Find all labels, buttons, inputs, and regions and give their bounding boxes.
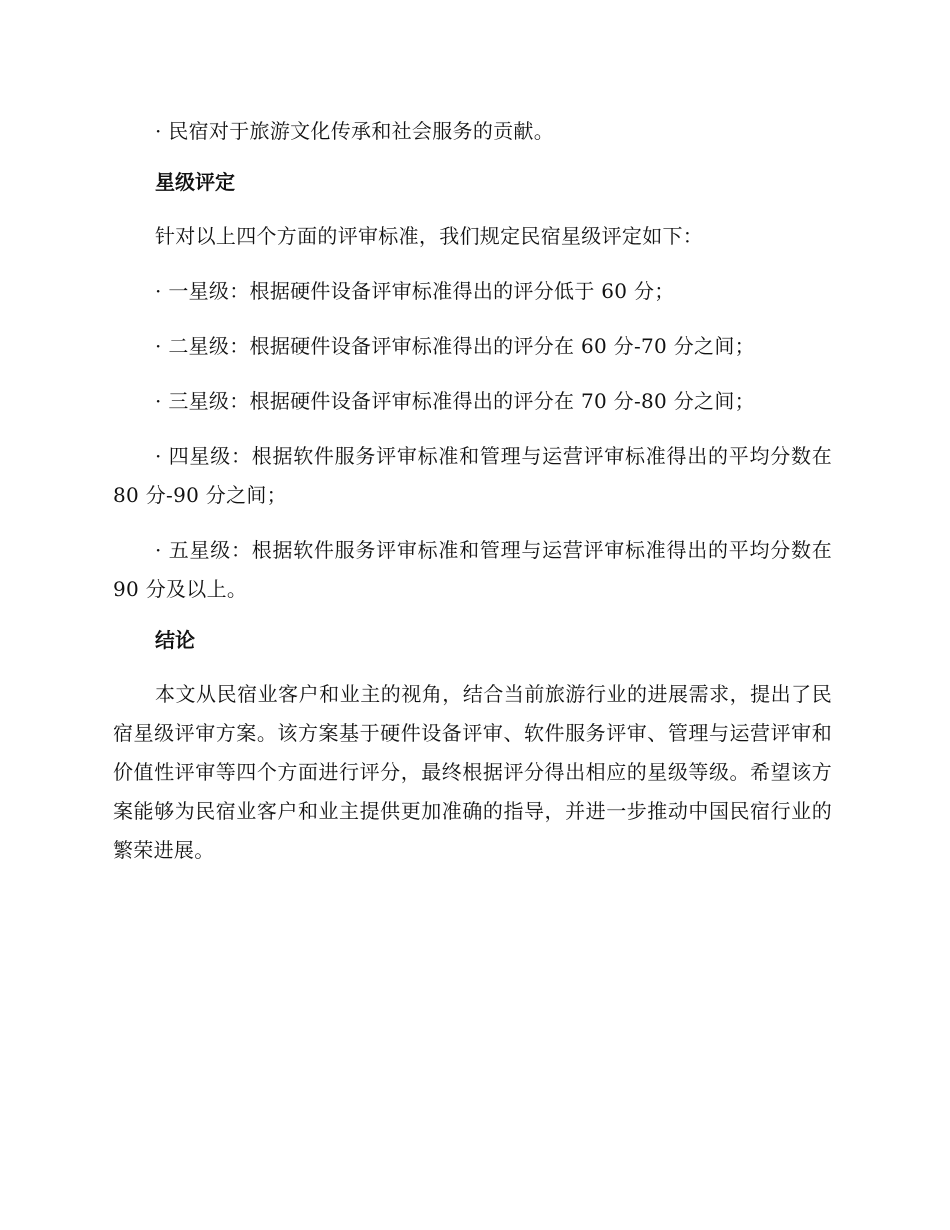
rating-item-one-star: · 一星级：根据硬件设备评审标准得出的评分低于 60 分； — [155, 279, 675, 303]
rating-item-four-star: · 四星级：根据软件服务评审标准和管理与运营评审标准得出的平均分数在 80 分-90 分之间； — [113, 444, 832, 507]
conclusion-body: 本文从民宿业客户和业主的视角，结合当前旅游行业的进展需求，提出了民宿星级评审方案。该方案基于硬件设备评审、软件服务评审、管理与运营评审和价值性评审等四个方面进行评分，最终根据评分得出相应的星级等级。希望该方案能够为民宿业客户和业主提供更加准确的指导，并进一步推动中国民宿行业的繁荣进展。 — [113, 682, 832, 862]
contribution-bullet: · 民宿对于旅游文化传承和社会服务的贡献。 — [155, 119, 555, 143]
rating-item-two-star: · 二星级：根据硬件设备评审标准得出的评分在 60 分-70 分之间； — [155, 334, 755, 358]
conclusion-heading: 结论 — [155, 628, 195, 652]
rating-heading: 星级评定 — [155, 170, 235, 194]
rating-intro: 针对以上四个方面的评审标准，我们规定民宿星级评定如下： — [155, 224, 704, 248]
rating-item-three-star: · 三星级：根据硬件设备评审标准得出的评分在 70 分-80 分之间； — [155, 389, 755, 413]
rating-item-five-star: · 五星级：根据软件服务评审标准和管理与运营评审标准得出的平均分数在 90 分及以上。 — [113, 538, 832, 601]
